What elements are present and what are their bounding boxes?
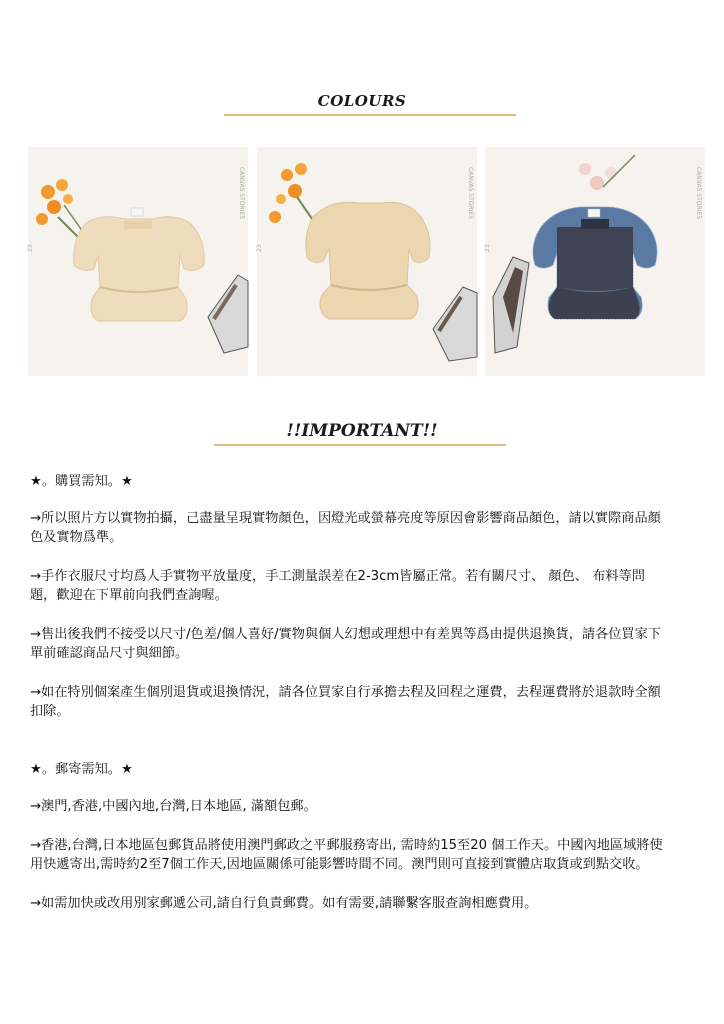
heading-underline — [214, 444, 506, 446]
svg-text:CANVAS STORIES: CANVAS STORIES — [238, 167, 245, 220]
important-heading: !!IMPORTANT!! — [286, 421, 438, 441]
shipping-notice-item: →如需加快或改用別家郵遞公司,請自行負責郵費。如有需要,請聯繫客服查詢相應費用。 — [30, 896, 538, 911]
purchase-notice-item: →售出後我們不接受以尺寸/色差/個人喜好/實物與個人幻想或理想中有差異等爲由提供退換貨，請各位買家下單前確認商品尺寸與細節。 — [30, 627, 661, 661]
purchase-notice-item: →如在特別個案產生個別退貨或退換情況，請各位買家自行承擔去程及回程之運費，去程運費將於退款時全額扣除。 — [30, 685, 661, 719]
product-photo-navy-front — [485, 147, 705, 376]
shipping-notice-header: ★。郵寄需知。★ — [30, 762, 133, 777]
svg-text:23: 23 — [27, 244, 34, 252]
product-photo-champagne-front — [28, 147, 248, 376]
svg-text:23: 23 — [484, 244, 491, 252]
heading-underline — [224, 114, 516, 116]
svg-text:CANVAS STORIES: CANVAS STORIES — [467, 167, 474, 220]
shipping-notice-item: →香港,台灣,日本地區包郵貨品將使用澳門郵政之平郵服務寄出, 需時約15至20 個工作天。中國內地區域將使用快遞寄出,需時約2至7個工作天,因地區關係可能影響時間不同。澳門則可直接到實體店取貨或到點交收。 — [30, 838, 663, 872]
product-photos — [27, 147, 702, 376]
shipping-notice-item: →澳門,香港,中國內地,台灣,日本地區, 滿額包郵。 — [30, 799, 317, 814]
purchase-notice-item: →手作衣服尺寸均爲人手實物平放量度，手工測量誤差在2-3cm皆屬正常。若有關尺寸、 顏色、 布料等問題，歡迎在下單前向我們查詢喔。 — [30, 569, 645, 603]
svg-text:CANVAS STORIES: CANVAS STORIES — [695, 167, 702, 220]
purchase-notice-item: →所以照片方以實物拍攝，己盡量呈現實物顏色，因燈光或螢幕亮度等原因會影響商品顏色，請以實際商品顏色及實物爲準。 — [30, 511, 661, 545]
colours-heading: COLOURS — [317, 92, 407, 110]
product-photo-champagne-back — [257, 147, 477, 376]
notice-content — [30, 472, 670, 933]
purchase-notice-header: ★。購買需知。★ — [30, 474, 133, 489]
svg-text:23: 23 — [256, 244, 263, 252]
